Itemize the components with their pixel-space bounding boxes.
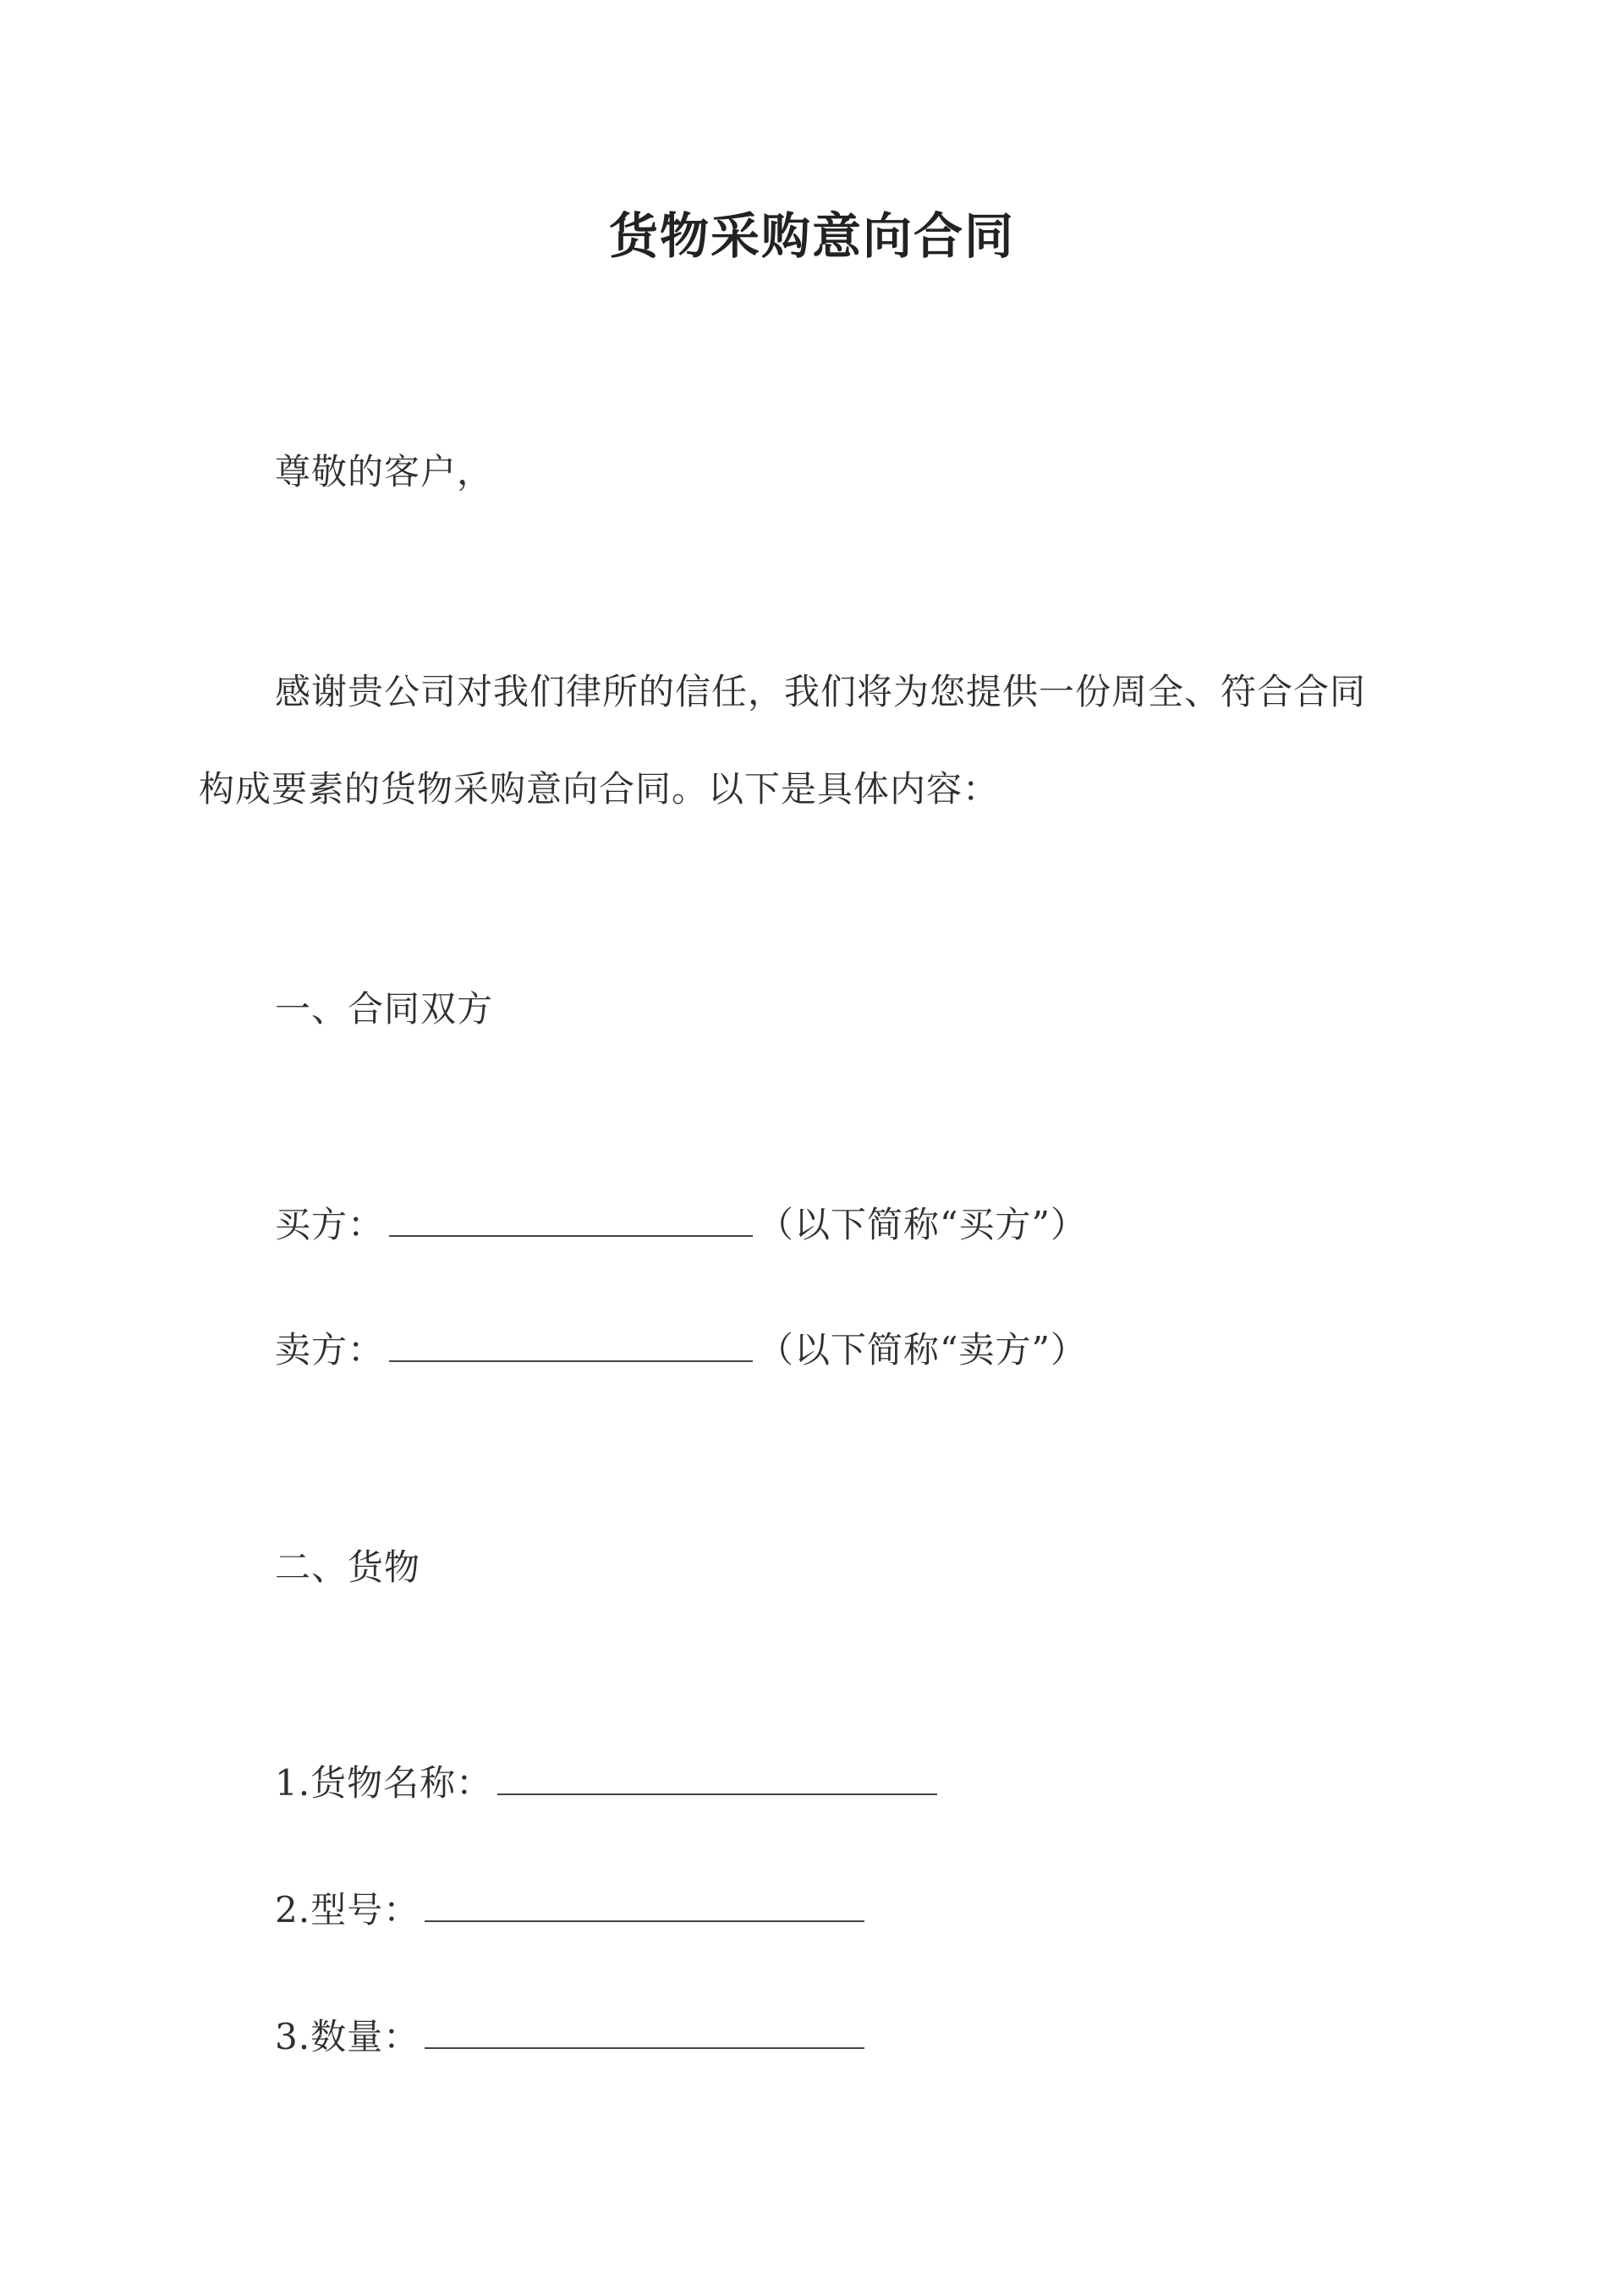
quantity-line (275, 2009, 870, 2060)
seller-label: 卖方： (275, 1329, 385, 1370)
buyer-blank-field[interactable] (389, 1206, 753, 1237)
goods-name-line (275, 1755, 942, 1806)
salutation: 尊敬的客户， (275, 451, 494, 492)
goods-name-blank-field[interactable] (497, 1765, 937, 1795)
buyer-suffix: （以下简称“买方”） (758, 1204, 1087, 1245)
model-blank-field[interactable] (425, 1892, 864, 1922)
model-label: 2.型号： (275, 1889, 420, 1931)
buyer-line (275, 1197, 1087, 1248)
intro-paragraph-line-2: 构成要素的货物采购意向合同。以下是具体内容： (199, 768, 1000, 810)
quantity-blank-field[interactable] (425, 2019, 864, 2049)
quantity-label: 3.数量： (275, 2016, 420, 2057)
document-title: 货物采购意向合同 (608, 207, 1015, 265)
section-heading-goods: 二、货物 (275, 1546, 421, 1588)
model-line (275, 1882, 870, 1933)
seller-suffix: （以下简称“卖方”） (758, 1329, 1087, 1370)
intro-paragraph-line-1: 感谢贵公司对我们律所的信任，我们将为您提供一份周全、符合合同 (275, 671, 1367, 712)
seller-blank-field[interactable] (389, 1332, 753, 1362)
section-heading-parties: 一、合同双方 (275, 988, 494, 1030)
buyer-label: 买方： (275, 1204, 385, 1245)
seller-line (275, 1322, 1087, 1373)
goods-name-label: 1.货物名称： (275, 1762, 493, 1804)
